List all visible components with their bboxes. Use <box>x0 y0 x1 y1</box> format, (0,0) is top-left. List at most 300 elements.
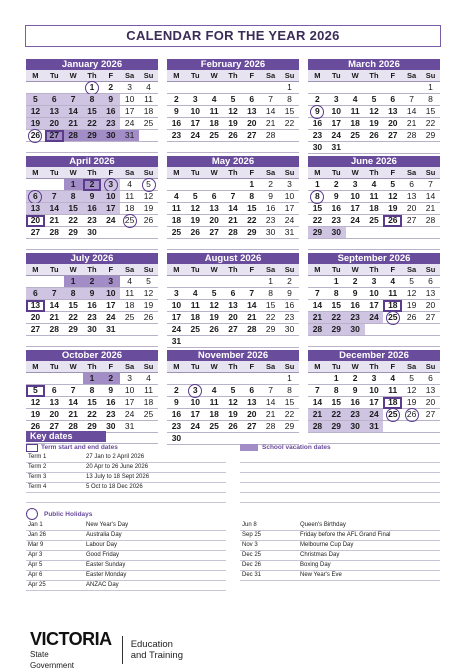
day-cell: 1 <box>64 276 83 288</box>
day-cell: 2 <box>101 82 120 94</box>
day-cell: 24 <box>327 130 346 142</box>
day-cell: 26 <box>26 421 45 433</box>
day-cell: 10 <box>167 300 186 312</box>
day-cell: 30 <box>101 130 120 142</box>
day-cell: 16 <box>308 118 327 130</box>
day-cell: 3 <box>186 94 205 106</box>
empty-cell <box>120 142 139 153</box>
day-cell: 3 <box>120 373 139 385</box>
day-cell: 5 <box>402 373 421 385</box>
day-cell: 14 <box>242 300 261 312</box>
holiday-name: Christmas Day <box>300 552 340 558</box>
empty-cell <box>308 336 327 347</box>
day-cell: 2 <box>308 94 327 106</box>
day-cell: 22 <box>83 409 102 421</box>
day-cell: 30 <box>346 421 365 433</box>
day-cell: 29 <box>64 227 83 239</box>
day-cell: 22 <box>327 409 346 421</box>
day-cell: 23 <box>101 409 120 421</box>
day-cell: 18 <box>120 203 139 215</box>
holiday-name: ANZAC Day <box>86 582 119 588</box>
day-cell: 24 <box>365 409 384 421</box>
day-cell: 28 <box>261 421 280 433</box>
day-cell: 17 <box>365 300 384 312</box>
weekday-header: F <box>242 264 261 276</box>
day-cell: 8 <box>242 191 261 203</box>
month-title: November 2026 <box>167 350 299 361</box>
day-cell: 13 <box>45 106 64 118</box>
day-cell: 11 <box>120 288 139 300</box>
day-cell: 6 <box>224 288 243 300</box>
day-cell: 19 <box>402 300 421 312</box>
day-cell: 23 <box>83 215 102 227</box>
empty-cell <box>205 373 224 385</box>
weekday-header: W <box>205 264 224 276</box>
day-cell: 14 <box>308 397 327 409</box>
day-cell: 14 <box>45 300 64 312</box>
day-cell: 21 <box>64 118 83 130</box>
day-cell: 19 <box>365 118 384 130</box>
day-cell: 9 <box>101 385 120 397</box>
day-cell: 15 <box>242 203 261 215</box>
empty-cell <box>205 239 224 250</box>
day-cell: 25 <box>186 324 205 336</box>
empty-cell <box>139 336 158 347</box>
day-cell: 30 <box>308 142 327 154</box>
day-cell: 17 <box>120 106 139 118</box>
weekday-header: Sa <box>120 361 139 373</box>
day-cell: 26 <box>205 324 224 336</box>
day-cell: 28 <box>45 227 64 239</box>
weekday-header: Sa <box>120 167 139 179</box>
term-box-icon <box>26 444 38 452</box>
day-cell: 20 <box>383 118 402 130</box>
month-calendar <box>308 156 440 251</box>
day-cell: 6 <box>421 276 440 288</box>
day-cell: 20 <box>26 215 45 227</box>
day-cell: 14 <box>308 300 327 312</box>
day-cell: 6 <box>26 288 45 300</box>
day-cell: 8 <box>261 288 280 300</box>
day-cell: 2 <box>346 373 365 385</box>
month-title: July 2026 <box>26 253 158 264</box>
day-cell: 26 <box>26 130 45 142</box>
day-cell: 20 <box>45 118 64 130</box>
day-cell: 11 <box>186 300 205 312</box>
day-cell: 29 <box>280 421 299 433</box>
empty-cell <box>365 336 384 347</box>
day-cell: 31 <box>120 421 139 433</box>
day-cell: 18 <box>205 118 224 130</box>
empty-cell <box>308 82 327 94</box>
day-cell: 20 <box>205 215 224 227</box>
day-cell: 28 <box>402 130 421 142</box>
day-cell: 16 <box>346 397 365 409</box>
day-cell: 14 <box>421 191 440 203</box>
day-cell: 26 <box>402 312 421 324</box>
day-cell: 18 <box>383 397 402 409</box>
weekday-header: Tu <box>327 361 346 373</box>
holiday-row <box>240 531 440 541</box>
day-cell: 31 <box>120 130 139 142</box>
day-cell: 13 <box>224 300 243 312</box>
empty-cell <box>327 336 346 347</box>
day-cell: 6 <box>402 179 421 191</box>
day-cell: 18 <box>139 106 158 118</box>
weekday-header: Su <box>139 167 158 179</box>
holiday-name: Labour Day <box>86 542 118 548</box>
day-cell: 9 <box>346 385 365 397</box>
day-cell: 16 <box>346 300 365 312</box>
day-cell: 21 <box>45 215 64 227</box>
day-cell: 27 <box>242 130 261 142</box>
day-cell: 28 <box>224 227 243 239</box>
term-row <box>26 483 226 493</box>
holiday-date: Dec 31 <box>242 572 262 578</box>
day-cell: 21 <box>64 409 83 421</box>
day-cell: 6 <box>242 94 261 106</box>
holiday-row <box>240 551 440 561</box>
day-cell: 16 <box>101 397 120 409</box>
empty-cell <box>421 324 440 336</box>
term-label: Term 2 <box>28 464 47 470</box>
day-cell: 21 <box>45 312 64 324</box>
holiday-name: Australia Day <box>86 532 122 538</box>
day-cell: 8 <box>421 94 440 106</box>
day-cell: 7 <box>242 288 261 300</box>
day-cell: 21 <box>421 203 440 215</box>
day-cell: 5 <box>224 385 243 397</box>
day-cell: 20 <box>421 300 440 312</box>
empty-cell <box>186 82 205 94</box>
day-cell: 23 <box>167 130 186 142</box>
empty-cell <box>83 336 102 347</box>
day-cell: 1 <box>280 82 299 94</box>
terms-table <box>26 453 226 503</box>
day-cell: 25 <box>120 215 139 227</box>
day-cell: 26 <box>224 130 243 142</box>
day-cell: 30 <box>101 421 120 433</box>
day-cell: 25 <box>167 227 186 239</box>
day-cell: 22 <box>280 409 299 421</box>
day-cell: 31 <box>365 421 384 433</box>
empty-cell <box>26 239 45 250</box>
holidays-left-table <box>26 521 226 591</box>
day-cell: 30 <box>167 433 186 445</box>
day-cell: 5 <box>186 191 205 203</box>
day-cell: 27 <box>26 227 45 239</box>
day-cell: 9 <box>346 288 365 300</box>
empty-cell <box>26 373 45 385</box>
day-cell: 12 <box>26 106 45 118</box>
weekday-header: Su <box>421 167 440 179</box>
day-cell: 14 <box>64 106 83 118</box>
vac-legend <box>240 442 440 453</box>
empty-cell <box>83 239 102 250</box>
day-cell: 21 <box>402 118 421 130</box>
day-cell: 12 <box>224 397 243 409</box>
day-cell: 26 <box>383 215 402 227</box>
day-cell: 5 <box>224 94 243 106</box>
weekday-header: M <box>26 167 45 179</box>
day-cell: 13 <box>26 203 45 215</box>
day-cell: 26 <box>186 227 205 239</box>
holiday-row <box>26 551 226 561</box>
day-cell: 4 <box>139 373 158 385</box>
day-cell: 13 <box>205 203 224 215</box>
day-cell: 18 <box>205 409 224 421</box>
day-cell: 17 <box>280 203 299 215</box>
day-cell: 16 <box>167 118 186 130</box>
empty-cell <box>64 373 83 385</box>
month-title: May 2026 <box>167 156 299 167</box>
month-calendar <box>167 59 299 154</box>
day-cell: 11 <box>346 106 365 118</box>
day-cell: 28 <box>64 421 83 433</box>
day-cell: 21 <box>261 118 280 130</box>
holiday-row <box>240 571 440 581</box>
holiday-row <box>240 561 440 571</box>
day-cell: 24 <box>280 215 299 227</box>
day-cell: 22 <box>64 312 83 324</box>
weekday-header: W <box>346 264 365 276</box>
empty-cell <box>402 336 421 347</box>
empty-cell <box>205 336 224 348</box>
day-cell: 8 <box>83 94 102 106</box>
day-cell: 4 <box>120 276 139 288</box>
day-cell: 10 <box>346 191 365 203</box>
weekday-header: Tu <box>327 70 346 82</box>
empty-cell <box>261 82 280 94</box>
empty-cell <box>120 336 139 347</box>
empty-cell <box>224 142 243 153</box>
empty-cell <box>308 373 327 385</box>
day-cell: 6 <box>421 373 440 385</box>
weekday-header: Sa <box>261 361 280 373</box>
empty-cell <box>64 336 83 347</box>
weekday-header: Th <box>224 264 243 276</box>
day-cell: 13 <box>402 191 421 203</box>
day-cell: 21 <box>224 215 243 227</box>
day-cell: 30 <box>280 324 299 336</box>
day-cell: 20 <box>26 312 45 324</box>
day-cell: 30 <box>327 227 346 239</box>
day-cell: 11 <box>120 191 139 203</box>
day-cell: 4 <box>205 94 224 106</box>
day-cell: 23 <box>261 215 280 227</box>
day-cell: 27 <box>45 130 64 142</box>
empty-cell <box>383 239 402 250</box>
empty-cell <box>383 324 402 336</box>
weekday-header: M <box>308 264 327 276</box>
day-cell: 9 <box>83 288 102 300</box>
empty-cell <box>242 239 261 250</box>
key-dates-heading: Key dates <box>26 431 106 442</box>
empty-cell <box>139 324 158 336</box>
empty-cell <box>421 142 440 154</box>
day-cell: 27 <box>45 421 64 433</box>
day-cell: 29 <box>64 324 83 336</box>
day-cell: 11 <box>383 288 402 300</box>
weekday-header: Th <box>224 70 243 82</box>
empty-cell <box>186 179 205 191</box>
weekday-header: Su <box>421 361 440 373</box>
day-cell: 18 <box>186 312 205 324</box>
empty-cell <box>167 373 186 385</box>
weekday-header: Tu <box>186 70 205 82</box>
day-cell: 16 <box>327 203 346 215</box>
day-cell: 8 <box>64 191 83 203</box>
empty-cell <box>167 276 186 288</box>
day-cell: 30 <box>83 324 102 336</box>
day-cell: 8 <box>280 94 299 106</box>
day-cell: 20 <box>402 203 421 215</box>
day-cell: 15 <box>64 300 83 312</box>
vac-legend-label: School vacation dates <box>262 444 331 451</box>
day-cell: 1 <box>64 179 83 191</box>
empty-cell <box>26 276 45 288</box>
day-cell: 23 <box>346 409 365 421</box>
day-cell: 8 <box>308 191 327 203</box>
day-cell: 31 <box>327 142 346 154</box>
day-cell: 4 <box>120 179 139 191</box>
day-cell: 29 <box>83 130 102 142</box>
day-cell: 14 <box>45 203 64 215</box>
weekday-header: W <box>64 167 83 179</box>
month-calendar <box>167 156 299 251</box>
empty-cell <box>280 130 299 142</box>
day-cell: 17 <box>167 312 186 324</box>
day-cell: 3 <box>186 385 205 397</box>
day-cell: 1 <box>421 82 440 94</box>
day-cell: 1 <box>327 373 346 385</box>
holiday-name: New Year's Eve <box>300 572 342 578</box>
day-cell: 12 <box>26 397 45 409</box>
day-cell: 4 <box>139 82 158 94</box>
day-cell: 27 <box>421 409 440 421</box>
day-cell: 3 <box>280 179 299 191</box>
day-cell: 16 <box>280 300 299 312</box>
empty-cell <box>224 82 243 94</box>
holiday-date: Jun 8 <box>242 522 257 528</box>
day-cell: 11 <box>167 203 186 215</box>
day-cell: 7 <box>45 191 64 203</box>
term-label: Term 3 <box>28 474 47 480</box>
weekday-header: Su <box>139 70 158 82</box>
weekday-header: Su <box>280 167 299 179</box>
day-cell: 12 <box>383 191 402 203</box>
day-cell: 28 <box>64 130 83 142</box>
empty-cell <box>421 336 440 347</box>
day-cell: 4 <box>365 179 384 191</box>
weekday-header: Th <box>83 167 102 179</box>
day-cell: 26 <box>139 312 158 324</box>
month-calendar <box>26 156 158 251</box>
day-cell: 9 <box>167 106 186 118</box>
day-cell: 27 <box>205 227 224 239</box>
day-cell: 2 <box>83 276 102 288</box>
empty-cell <box>261 239 280 250</box>
day-cell: 12 <box>139 191 158 203</box>
day-cell: 29 <box>261 324 280 336</box>
day-cell: 3 <box>365 276 384 288</box>
day-cell: 28 <box>308 421 327 433</box>
weekday-header: Su <box>280 264 299 276</box>
day-cell: 22 <box>242 215 261 227</box>
weekday-header: F <box>242 167 261 179</box>
day-cell: 10 <box>120 94 139 106</box>
holiday-row <box>240 521 440 531</box>
holiday-circle-icon <box>26 508 38 520</box>
empty-cell <box>45 179 64 191</box>
day-cell: 13 <box>242 397 261 409</box>
day-cell: 10 <box>101 288 120 300</box>
day-cell: 17 <box>186 409 205 421</box>
weekday-header: Su <box>280 70 299 82</box>
day-cell: 27 <box>224 324 243 336</box>
day-cell: 1 <box>261 276 280 288</box>
weekday-header: W <box>64 264 83 276</box>
day-cell: 2 <box>167 385 186 397</box>
empty-cell <box>402 227 421 239</box>
day-cell: 27 <box>242 421 261 433</box>
day-cell: 21 <box>242 312 261 324</box>
weekday-header: F <box>383 264 402 276</box>
holiday-date: Jan 1 <box>28 522 43 528</box>
weekday-header: Sa <box>120 264 139 276</box>
day-cell: 6 <box>26 191 45 203</box>
day-cell: 16 <box>167 409 186 421</box>
day-cell: 30 <box>83 227 102 239</box>
holidays-legend-label: Public Holidays <box>44 510 93 518</box>
day-cell: 5 <box>402 276 421 288</box>
empty-cell <box>402 142 421 154</box>
empty-cell <box>45 82 64 94</box>
day-cell: 29 <box>327 421 346 433</box>
day-cell: 3 <box>101 276 120 288</box>
day-cell: 15 <box>308 203 327 215</box>
weekday-header: Th <box>365 264 384 276</box>
weekday-header: Sa <box>261 70 280 82</box>
day-cell: 12 <box>186 203 205 215</box>
month-title: September 2026 <box>308 253 440 264</box>
empty-cell <box>402 239 421 250</box>
day-cell: 24 <box>186 130 205 142</box>
day-cell: 25 <box>139 409 158 421</box>
day-cell: 7 <box>308 288 327 300</box>
weekday-header: Sa <box>261 264 280 276</box>
empty-cell <box>186 373 205 385</box>
day-cell: 19 <box>186 215 205 227</box>
weekday-header: Tu <box>327 264 346 276</box>
holiday-date: Apr 6 <box>28 572 43 578</box>
day-cell: 22 <box>83 118 102 130</box>
empty-cell <box>167 179 186 191</box>
day-cell: 15 <box>280 106 299 118</box>
weekday-header: M <box>26 361 45 373</box>
day-cell: 7 <box>45 288 64 300</box>
day-cell: 2 <box>167 94 186 106</box>
day-cell: 7 <box>64 94 83 106</box>
holiday-date: Dec 26 <box>242 562 262 568</box>
dept-line1: Education <box>130 639 173 650</box>
day-cell: 5 <box>365 94 384 106</box>
day-cell: 13 <box>421 288 440 300</box>
empty-cell <box>101 142 120 153</box>
day-cell: 19 <box>139 203 158 215</box>
empty-cell <box>139 142 158 153</box>
weekday-header: Sa <box>402 264 421 276</box>
